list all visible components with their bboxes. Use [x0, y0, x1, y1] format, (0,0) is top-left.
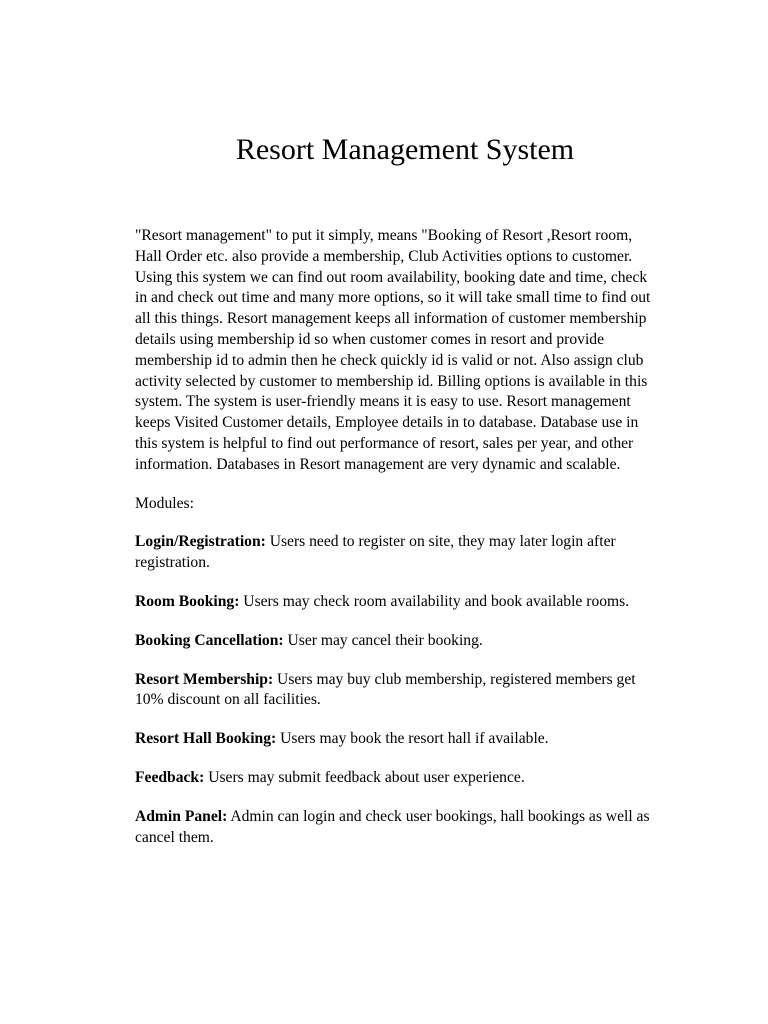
- module-name: Resort Membership:: [135, 670, 274, 688]
- module-name: Feedback:: [135, 768, 205, 786]
- module-name: Room Booking:: [135, 592, 240, 610]
- modules-heading: Modules:: [135, 494, 194, 512]
- module-description: Users may buy club membership, registered members get 10% discount on all facilities.: [135, 670, 636, 709]
- module-room-booking: [135, 592, 655, 613]
- module-booking-cancellation: [135, 631, 655, 652]
- module-name: Resort Hall Booking:: [135, 730, 277, 748]
- module-resort-hall-booking: [135, 729, 655, 750]
- page-title: Resort Management System: [235, 133, 575, 166]
- module-name: Booking Cancellation:: [135, 631, 284, 649]
- module-name: Admin Panel:: [135, 807, 228, 825]
- module-feedback: [135, 768, 655, 789]
- module-login-registration: [135, 532, 655, 574]
- intro-paragraph: "Resort management" to put it simply, means "Booking of Resort ,Resort room, Hall Order etc. also provide a membership, Club Activities options to customer. Using this system we can find out room availability, booking date and time, check in and check out time and many more options, so it will take small time to find out all this things. Resort management keeps all information of customer membership details using membership id so when customer comes in resort and provide membership id to admin then he check quickly id is valid or not. Also assign club activity selected by customer to membership id. Billing options is available in this system. The system is user-friendly means it is easy to use. Resort management keeps Visited Customer details, Employee details in to database. Database use in this system is helpful to find out performance of resort, sales per year, and other information. Databases in Resort management are very dynamic and scalable.: [135, 227, 651, 473]
- module-description: Users need to register on site, they may later login after registration.: [135, 533, 616, 572]
- module-name: Login/Registration:: [135, 533, 266, 551]
- module-description: Users may book the resort hall if available.: [276, 730, 549, 748]
- module-description: User may cancel their booking.: [283, 631, 483, 649]
- module-resort-membership: [135, 670, 655, 712]
- module-description: Admin can login and check user bookings, hall bookings as well as cancel them.: [135, 807, 650, 846]
- module-description: Users may submit feedback about user experience.: [204, 768, 525, 786]
- module-description: Users may check room availability and book available rooms.: [239, 592, 630, 610]
- document-body: [135, 226, 655, 848]
- module-admin-panel: [135, 807, 655, 849]
